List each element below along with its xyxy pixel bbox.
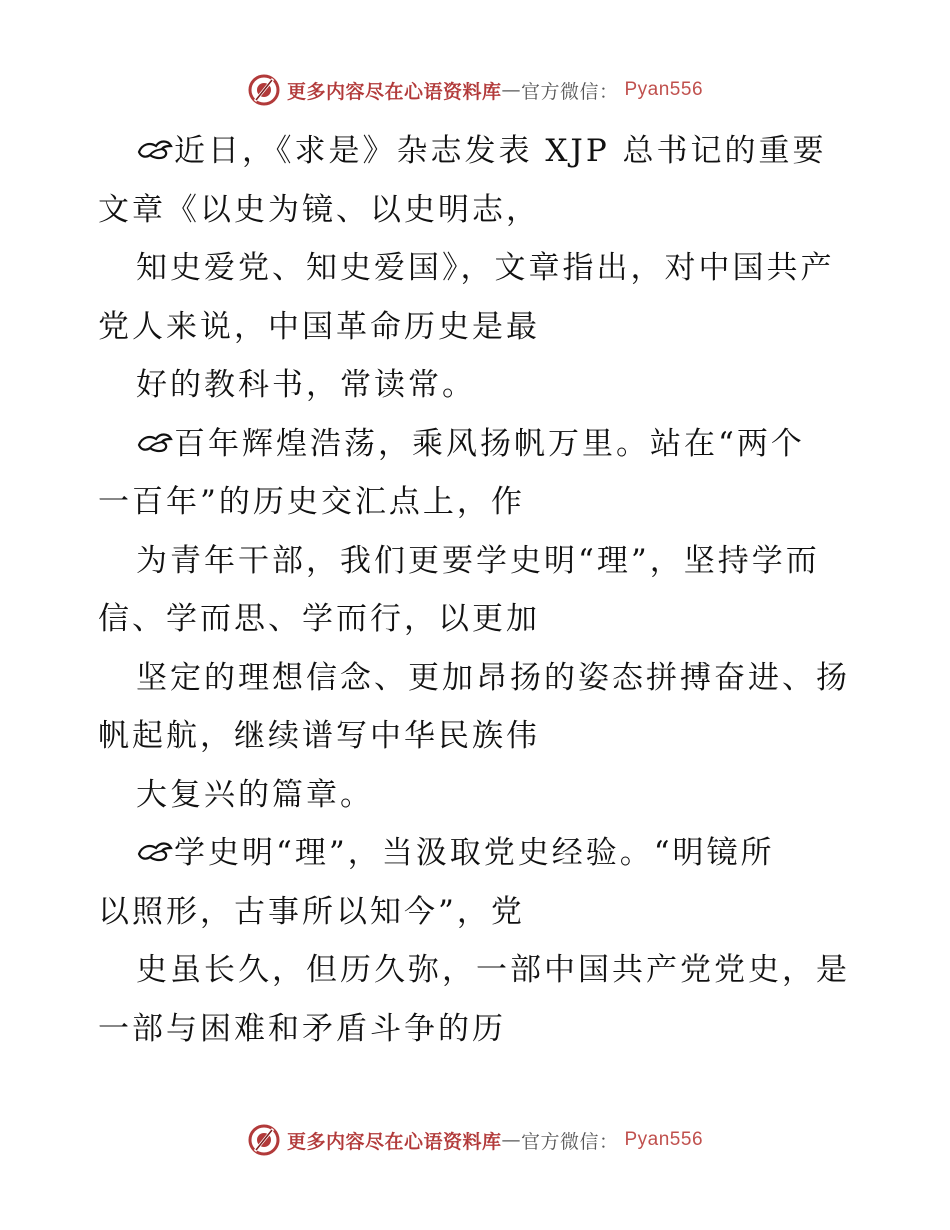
hand-bullet-icon	[136, 827, 174, 857]
header-banner	[0, 70, 950, 110]
paragraph-line: 坚定的理想信念、更加昂扬的姿态拼搏奋进、扬	[136, 659, 850, 696]
footer-brand-text: 更多内容尽在心语资料库	[286, 1130, 502, 1153]
footer-wechat-label: 官方微信：	[520, 1130, 619, 1153]
paragraph-line: 学史明“理”，当汲取党史经验。“明镜所	[98, 824, 858, 883]
paragraph-line: 以照形，古事所以知今”，党	[98, 893, 525, 930]
paragraph-line: 为青年干部，我们更要学史明“理”，坚持学而	[136, 542, 820, 579]
paragraph-line: 百年辉煌浩荡，乘风扬帆万里。站在“两个	[98, 415, 858, 474]
hand-bullet-icon	[136, 125, 174, 155]
brand-logo-icon	[247, 73, 281, 107]
paragraph-line: 一部与困难和矛盾斗争的历	[98, 1010, 506, 1047]
paragraph-line: 史虽长久，但历久弥，一部中国共产党党史，是	[136, 952, 850, 988]
brand-logo-icon	[247, 1123, 281, 1157]
paragraph-line: 文章《以史为镜、以史明志，	[98, 191, 540, 228]
paragraph-line: 一百年”的历史交汇点上，作	[98, 484, 525, 520]
hand-bullet-icon	[136, 418, 174, 448]
document-body	[98, 122, 858, 1058]
paragraph-line: 知史爱党、知史爱国》，文章指出，对中国共产	[136, 250, 835, 286]
paragraph-line: 近日，《求是》杂志发表 XJP 总书记的重要	[98, 122, 858, 181]
paragraph-line: 信、学而思、学而行，以更加	[98, 601, 540, 637]
footer-wechat-id: Pyan556	[624, 1129, 704, 1150]
header-dash: —	[501, 79, 521, 101]
paragraph-line: 大复兴的篇章。	[136, 776, 374, 813]
footer-banner	[0, 1120, 950, 1160]
paragraph-line: 党人来说，中国革命历史是最	[98, 308, 540, 345]
header-wechat-id: Pyan556	[624, 79, 704, 100]
footer-dash: —	[501, 1129, 521, 1151]
paragraph-line: 帆起航，继续谱写中华民族伟	[98, 718, 540, 754]
header-wechat-label: 官方微信：	[520, 80, 619, 103]
paragraph-line: 好的教科书，常读常。	[136, 367, 476, 403]
header-brand-text: 更多内容尽在心语资料库	[286, 80, 502, 103]
